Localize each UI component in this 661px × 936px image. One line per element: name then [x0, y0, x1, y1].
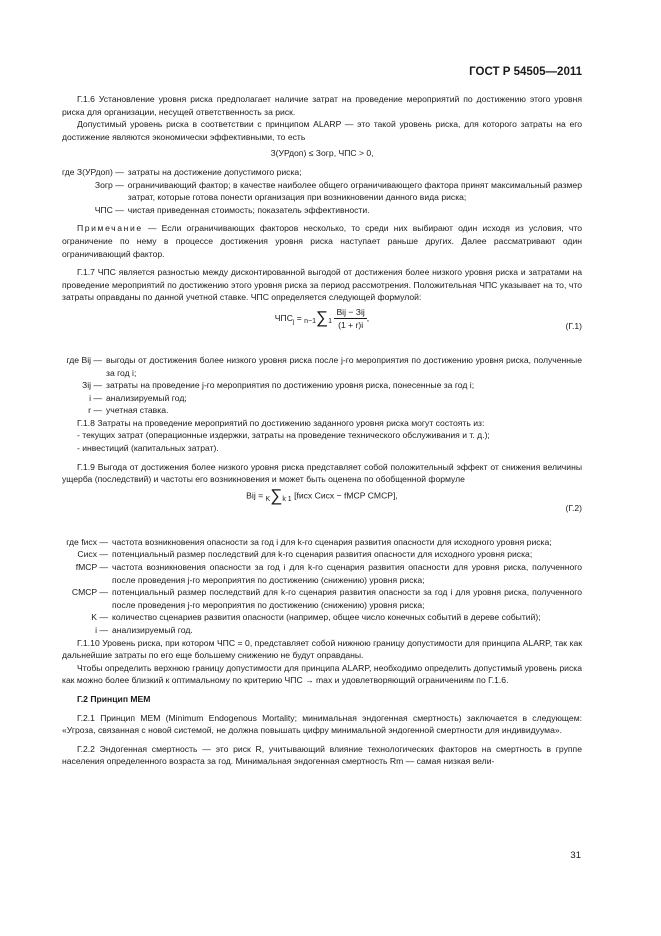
def-text: потенциальный размер последствий для k-го сценария развития опасности для исходного уровня риска;: [112, 549, 533, 560]
def-text: учетная ставка.: [106, 405, 169, 416]
numerator: Bij − Зij: [336, 306, 365, 317]
def-text: затраты на проведение j-го мероприятия по достижению уровня риска, понесенные за год i;: [106, 380, 475, 391]
def-key: K —: [91, 612, 108, 623]
def-text: ограничивающий фактор; в качестве наиболее общего ограничивающего фактора принят максимальный размер затрат, которые готова понести организация при возникновении данного вида риска;: [127, 179, 582, 203]
paragraph-g1-10: Г.1.10 Уровень риска, при котором ЧПС = 0, представляет собой нижнюю границу допустимости для принципа ALARP, так как дальнейшие затраты по его еще большему снижению не будут оправданы.: [62, 637, 582, 661]
def-key: где Bij —: [66, 354, 102, 365]
formula-lhs-sub: j: [292, 318, 295, 326]
inequality-formula: З(УРдоп) ≤ Зогр, ЧПС > 0,: [270, 148, 374, 159]
sum-bottom: k 1: [282, 495, 292, 503]
denominator: (1 + r)i: [338, 319, 364, 330]
note: [62, 222, 582, 260]
def-key: fMCP —: [75, 562, 108, 573]
def-key: где З(УРдоп) —: [62, 166, 124, 177]
def-key: Cисх —: [77, 549, 108, 560]
section-heading: Г.2 Принцип МЕМ: [77, 693, 151, 704]
def-text: количество сценариев развития опасности (например, общее число конечных событий в дереве событий);: [112, 612, 541, 623]
paragraph-g2-2: Г.2.2 Эндогенная смертность — это риск R, учитывающий влияние технологических факторов на смертность в группе населения определенного возраста за год. Минимальная эндогенная смертность Rm — самая низкая вели-: [62, 743, 582, 767]
list-item: - текущих затрат (операционные издержки, затраты на проведение технического обслуживания и т. д.);: [77, 430, 490, 441]
def-text: частота возникновения опасности за год i для k-го сценария развития опасности для уровня риска, полученного после проведения j-го мероприятия по достижению (снижению) уровня риска;: [112, 562, 582, 585]
formula-body: [fисх Cисх − fMCP CMCP],: [294, 490, 398, 501]
formula-number: (Г.1): [565, 320, 582, 331]
sum-sign: [304, 310, 332, 326]
note-text: — Если ограничивающих факторов несколько, то среди них выбирают один исходя из условия, что ограничение по нему в процессе достижения уровня риска наступает раньше других. Далее рассматривают один ограничивающий фактор.: [62, 223, 582, 259]
page-header: ГОСТ Р 54505—2011: [469, 66, 582, 78]
def-text: частота возникновения опасности за год i для k-го сценария развития опасности для исходного уровня риска;: [112, 536, 552, 547]
def-key: где fисх —: [66, 536, 108, 547]
paragraph-alarp: Допустимый уровень риска в соответствии с принципом ALARP — это такой уровень риска, для которого затраты на его достижение являются экономически эффективными, то есть: [62, 119, 582, 142]
page-number: 31: [570, 850, 581, 861]
def-key: i —: [89, 392, 102, 403]
def-key: i —: [95, 625, 108, 635]
list-item: - инвестиций (капитальных затрат).: [77, 443, 219, 454]
paragraph-g1-9: Г.1.9 Выгода от достижения более низкого уровня риска представляет собой положительный эффект от снижения величины ущерба (последствий) и частоты его возникновения и может быть оценена по обобщенной формуле: [62, 461, 582, 485]
def-text: анализируемый год;: [106, 392, 187, 403]
formula-g2: [62, 485, 582, 532]
paragraph-g1-8: Г.1.8 Затраты на проведение мероприятий по достижению заданного уровня риска могут состоять из:: [77, 417, 485, 428]
formula-lhs: Bij =: [246, 490, 264, 501]
formula-number: (Г.2): [565, 502, 582, 513]
def-text: выгоды от достижения более низкого уровня риска после j-го мероприятия по достижению уровня риска, полученные за год i;: [106, 354, 582, 378]
def-text: чистая приведенная стоимость; показатель эффективности.: [127, 204, 370, 215]
paragraph-g1-6: Г.1.6 Установление уровня риска предполагает наличие затрат на проведение мероприятий по достижению этого уровня риска для организации, несущей ответственность за риск.: [62, 94, 582, 117]
def-key: r —: [88, 405, 102, 416]
formula-g2-body: [62, 485, 582, 505]
sum-top: K: [265, 495, 271, 503]
definitions-2: [62, 354, 582, 417]
def-key: ЧПС —: [94, 204, 124, 215]
sigma-glyph: ∑: [270, 485, 283, 505]
note-label: Примечание: [77, 223, 143, 234]
page-content: [62, 93, 582, 768]
paragraph-g2-1: Г.2.1 Принцип МЕМ (Minimum Endogenous Mortality; минимальная эндогенная смертность) заключается в следующем: «Угроза, связанная с новой системой, не должна повышать цифру минимальной эндогенной смертности для индивидуума».: [62, 712, 582, 736]
def-key: Зогр —: [94, 179, 124, 190]
definitions-3: [62, 536, 582, 637]
def-text: потенциальный размер последствий для k-го сценария развития опасности за год i для уровня риска, полученного после проведения j-го мероприятия по достижению (снижению) уровня риска;: [112, 587, 582, 610]
sum-top: n−1: [304, 318, 317, 326]
fraction: [334, 306, 366, 331]
formula-lhs: ЧПС: [274, 312, 293, 323]
sum-sign: [265, 485, 292, 505]
def-text: затраты на достижение допустимого риска;: [127, 166, 302, 177]
paragraph-g1-7: Г.1.7 ЧПС является разностью между дисконтированной выгодой от достижения более низкого уровня риска и затратами на проведение мероприятий по достижению этого уровня риска за период рассмотрения. Положительная ЧПС указывает на то, что затраты оправданы по данной учетной ставке. ЧПС определяется следующей формулой:: [62, 267, 582, 303]
def-text: анализируемый год.: [112, 625, 193, 635]
sigma-glyph: ∑: [316, 308, 329, 328]
sum-bottom: 1: [328, 318, 333, 326]
paragraph-upper-bound: Чтобы определить верхнюю границу допустимости для принципа ALARP, необходимо определить допустимый уровень риска как можно более близкий к оптимальному по критерию ЧПС → max и удовлетворяющий ограничениям по Г.1.6.: [62, 662, 582, 686]
def-key: Зij —: [82, 380, 102, 391]
definitions-1: [62, 166, 582, 216]
def-key: CMCP —: [71, 587, 108, 598]
formula-g1-body: $ЧПС_j = n-1\sum 1$ $\frac{\text{Bij − Зij}}{(1 + r)i}$ ,: [274, 306, 370, 330]
formula-g1: [62, 306, 582, 350]
